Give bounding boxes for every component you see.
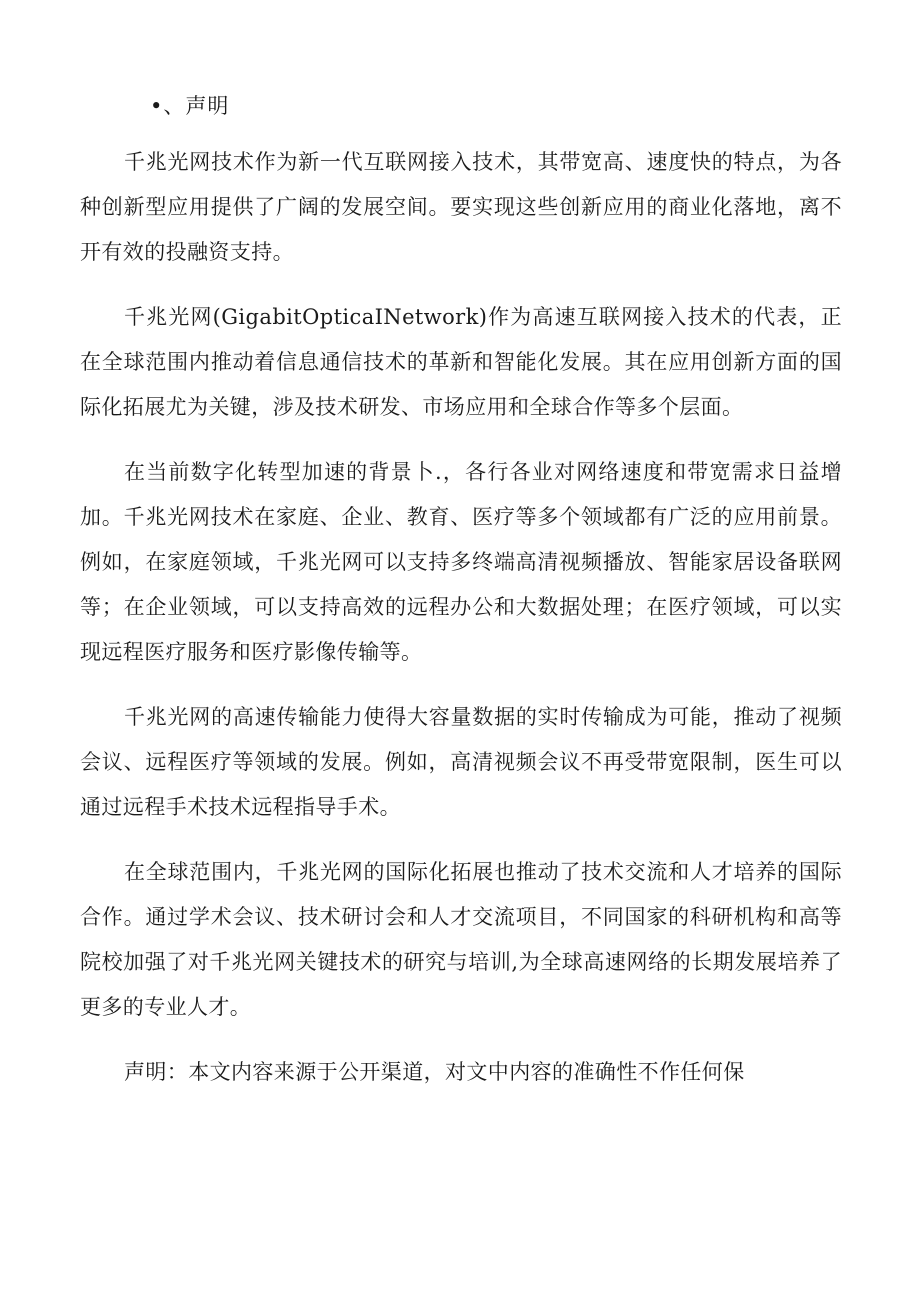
paragraph-global-cooperation: 在全球范围内，千兆光网的国际化拓展也推动了技术交流和人才培养的国际合作。通过学术会议、技术研讨会和人才交流项目，不同国家的科研机构和高等院校加强了对千兆光网关键技术的研究与培训,为全球高速网络的长期发展培养了更多的专业人才。 — [80, 860, 842, 1019]
document-body — [80, 140, 842, 1115]
paragraph-intro: 千兆光网技术作为新一代互联网接入技术，其带宽高、速度快的特点，为各种创新型应用提供了广阔的发展空间。要实现这些创新应用的商业化落地，离不开有效的投融资支持。 — [80, 150, 842, 264]
paragraph-overview: 千兆光网(GigabitOpticaINetwork)作为高速互联网接入技术的代表，正在全球范围内推动着信息通信技术的革新和智能化发展。其在应用创新方面的国际化拓展尤为关键，涉及技术研发、市场应用和全球合作等多个层面。 — [80, 305, 842, 419]
paragraph-applications: 在当前数字化转型加速的背景卜.，各行各业对网络速度和带宽需求日益增加。千兆光网技术在家庭、企业、教育、医疗等多个领域都有广泛的应用前景。例如，在家庭领域，千兆光网可以支持多终端高清视频播放、智能家居设备联网等；在企业领域，可以支持高效的远程办公和大数据处理；在医疗领域，可以实现远程医疗服务和医疗影像传输等。 — [80, 460, 842, 664]
paragraph-disclaimer: 声明：本文内容来源于公开渠道，对文中内容的准确性不作任何保 — [124, 1060, 745, 1084]
section-heading: •、声明 — [150, 94, 230, 118]
paragraph-transmission: 千兆光网的高速传输能力使得大容量数据的实时传输成为可能，推动了视频会议、远程医疗等领域的发展。例如，高清视频会议不再受带宽限制，医生可以通过远程手术技术远程指导手术。 — [80, 705, 842, 819]
